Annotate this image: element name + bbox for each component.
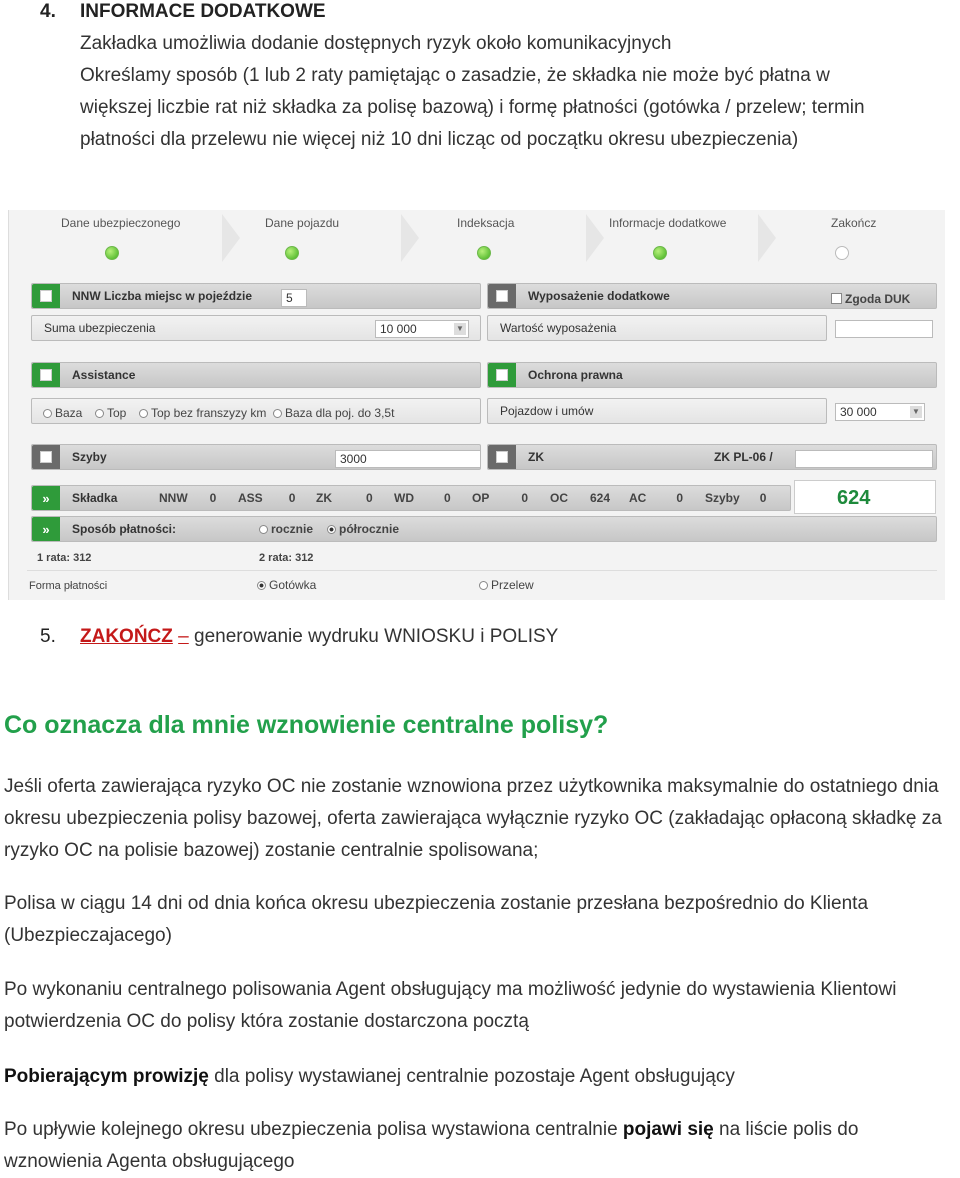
assistance-bar <box>31 362 481 388</box>
pojazdow-value: 30 000 <box>840 405 877 419</box>
wyposazenie-label: Wyposażenie dodatkowe <box>528 289 670 303</box>
skladka-cell-zk <box>316 491 373 505</box>
skladka-cell-op <box>472 491 528 505</box>
zk-value: ZK PL-06 / <box>714 450 773 464</box>
skladka-cell-ass <box>238 491 295 505</box>
chevron-down-icon: ▼ <box>454 323 466 335</box>
cell-name: NNW <box>159 491 188 505</box>
zk-input[interactable] <box>795 450 933 468</box>
section-5 <box>40 626 558 648</box>
cell-name: ZK <box>316 491 332 505</box>
form-screenshot <box>8 210 945 600</box>
radio-icon <box>139 409 148 418</box>
wartosc-label: Wartość wyposażenia <box>500 321 617 335</box>
cell-name: WD <box>394 491 414 505</box>
radio-selected-icon <box>327 525 336 534</box>
section-4 <box>40 0 960 156</box>
zakoncz-link[interactable]: ZAKOŃCZ <box>80 626 173 647</box>
suma-value: 10 000 <box>380 322 417 336</box>
nnw-checkbox[interactable] <box>32 284 60 308</box>
section-number: 4. <box>40 1 56 22</box>
cell-value: 624 <box>590 491 611 505</box>
skladka-cell-wd <box>394 491 451 505</box>
ochrona-bar <box>487 362 937 388</box>
zgoda-checkbox[interactable] <box>831 293 842 304</box>
pojazdow-label: Pojazdow i umów <box>500 404 594 418</box>
step-label: Dane pojazdu <box>265 216 340 230</box>
suma-select[interactable] <box>375 320 469 338</box>
cell-value: 0 <box>759 491 767 505</box>
step-label: Zakończ <box>831 216 877 230</box>
step-indeksacja[interactable] <box>457 216 514 260</box>
step-label: Dane ubezpieczonego <box>61 216 181 230</box>
radio-selected-icon <box>257 581 266 590</box>
rata-1: 1 rata: 312 <box>37 552 92 564</box>
forma-label: Forma płatności <box>29 580 108 592</box>
nnw-label: NNW Liczba miejsc w pojeździe <box>72 289 253 303</box>
pojazdow-select[interactable] <box>835 403 925 421</box>
paragraph-2: Polisa w ciągu 14 dni od dnia końca okresu ubezpieczenia zostanie przesłana bezpośrednio do Klienta (Ubezpieczajacego) <box>4 893 869 946</box>
step-label: Indeksacja <box>457 216 515 230</box>
cell-value: 0 <box>676 491 684 505</box>
step-arrow-icon <box>222 214 240 262</box>
paragraph-3: Po wykonaniu centralnego polisowania Agent obsługujący ma możliwość jedynie do wystawienia Klientowi potwierdzenia OC do polisy która zostanie dostarczona pocztą <box>4 979 897 1032</box>
bold-phrase: pojawi się <box>622 1119 714 1140</box>
option-label: Przelew <box>491 578 534 592</box>
skladka-cell-nnw <box>159 491 216 505</box>
wartosc-bar <box>487 315 827 341</box>
zgoda-duk-option[interactable] <box>831 292 910 306</box>
nnw-input[interactable]: 5 <box>281 289 307 307</box>
assistance-label: Assistance <box>72 368 136 382</box>
step-done-icon <box>477 246 491 260</box>
step-done-icon <box>285 246 299 260</box>
paragraph-text: na liście polis do wznowienia Agenta obsługującego <box>4 1119 859 1172</box>
pojazdow-bar <box>487 398 827 424</box>
assistance-option-top[interactable] <box>95 406 126 420</box>
option-label: Baza dla poj. do 3,5t <box>285 406 395 420</box>
radio-icon <box>273 409 282 418</box>
step-label: Informacje dodatkowe <box>609 216 727 230</box>
forma-option-przelew[interactable] <box>479 578 534 592</box>
step-done-icon <box>653 246 667 260</box>
zgoda-label: Zgoda DUK <box>845 292 911 306</box>
paragraph-5 <box>4 1114 956 1178</box>
wyposazenie-checkbox[interactable] <box>488 284 516 308</box>
step-dane-ubezpieczonego[interactable] <box>61 216 180 260</box>
szyby-input[interactable]: 3000 <box>335 450 481 468</box>
cell-value: 0 <box>366 491 373 505</box>
double-arrow-icon: » <box>32 517 60 541</box>
bold-phrase: Pobierającym prowizję <box>4 1066 209 1087</box>
option-label: Gotówka <box>269 578 317 592</box>
total-premium: 624 <box>794 480 936 514</box>
cell-value: 0 <box>288 491 296 505</box>
sposob-option-polrocznie[interactable] <box>327 522 399 536</box>
forma-option-gotowka[interactable] <box>257 578 316 592</box>
dash: – <box>178 626 189 647</box>
paragraph-text: Po upływie kolejnego okresu ubezpieczenia polisa wystawiona centralnie <box>4 1119 618 1140</box>
cell-value: 0 <box>521 491 529 505</box>
sposob-bar <box>31 516 937 542</box>
double-arrow-icon: » <box>32 486 60 510</box>
divider <box>27 570 937 571</box>
step-done-icon <box>105 246 119 260</box>
option-label: Top bez franszyzy km <box>151 406 267 420</box>
paragraph-text: dla polisy wystawianej centralnie pozostaje Agent obsługujący <box>214 1066 735 1087</box>
radio-icon <box>43 409 52 418</box>
step-zakoncz[interactable] <box>831 216 876 260</box>
section-number: 5. <box>40 626 56 647</box>
faq-question: Co oznacza dla mnie wznowienie centralne polisy? <box>4 711 609 739</box>
radio-icon <box>259 525 268 534</box>
paragraph-1: Jeśli oferta zawierająca ryzyko OC nie zostanie wznowiona przez użytkownika maksymalnie do ostatniego dnia okresu ubezpieczenia polisy bazowej, oferta zawierająca wyłącznie ryzyko OC (zakładając opłaconą składkę za ryzyko OC na polisie bazowej) zostanie centralnie spolisowana; <box>4 776 942 861</box>
section-4-line: płatności dla przelewu nie więcej niż 10 dni licząc od początku okresu ubezpieczenia) <box>80 129 799 150</box>
cell-value: 0 <box>444 491 451 505</box>
section-4-line: Zakładka umożliwia dodanie dostępnych ryzyk około komunikacyjnych <box>80 33 672 54</box>
assistance-option-baza[interactable] <box>43 406 82 420</box>
radio-icon <box>95 409 104 418</box>
option-label: Baza <box>55 406 83 420</box>
step-arrow-icon <box>758 214 776 262</box>
cell-name: OC <box>550 491 568 505</box>
assistance-option-baza-35t[interactable] <box>273 406 394 420</box>
wizard-steps <box>27 216 943 260</box>
step-dane-pojazdu[interactable] <box>265 216 339 260</box>
skladka-label: Składka <box>72 491 118 505</box>
assistance-checkbox[interactable] <box>32 363 60 387</box>
cell-name: AC <box>629 491 647 505</box>
section-4-heading <box>40 0 960 24</box>
cell-name: OP <box>472 491 490 505</box>
chevron-down-icon: ▼ <box>910 406 922 418</box>
zk-checkbox[interactable] <box>488 445 516 469</box>
cell-value: 0 <box>209 491 217 505</box>
section-4-line: Określamy sposób (1 lub 2 raty pamiętając o zasadzie, że składka nie może być płatna w <box>80 65 830 86</box>
section-title: INFORMACE DODATKOWE <box>80 1 326 22</box>
skladka-cell-oc <box>550 491 610 505</box>
section-5-text: generowanie wydruku WNIOSKU i POLISY <box>194 626 559 647</box>
ochrona-checkbox[interactable] <box>488 363 516 387</box>
cell-name: ASS <box>238 491 263 505</box>
sposob-label: Sposób płatności: <box>72 522 177 536</box>
option-label: rocznie <box>271 522 314 536</box>
ochrona-label: Ochrona prawna <box>528 368 623 382</box>
step-pending-icon <box>835 246 849 260</box>
radio-icon <box>479 581 488 590</box>
step-arrow-icon <box>401 214 419 262</box>
section-4-line: większej liczbie rat niż składka za polisę bazową) i formę płatności (gotówka / przelew; termin <box>80 97 865 118</box>
wartosc-input[interactable] <box>835 320 933 338</box>
option-label: półrocznie <box>339 522 400 536</box>
step-informacje-dodatkowe[interactable] <box>609 216 726 260</box>
zk-label: ZK <box>528 450 544 464</box>
step-arrow-icon <box>586 214 604 262</box>
cell-name: Szyby <box>705 491 740 505</box>
option-label: Top <box>107 406 127 420</box>
assistance-option-top-bez-franszyzy[interactable] <box>139 406 266 420</box>
skladka-cell-szyby <box>705 491 766 505</box>
rata-2: 2 rata: 312 <box>259 552 314 564</box>
sposob-option-rocznie[interactable] <box>259 522 313 536</box>
szyby-label: Szyby <box>72 450 107 464</box>
szyby-checkbox[interactable] <box>32 445 60 469</box>
skladka-cell-ac <box>629 491 683 505</box>
nnw-bar <box>31 283 481 309</box>
paragraph-4 <box>4 1061 956 1093</box>
suma-label: Suma ubezpieczenia <box>44 321 156 335</box>
